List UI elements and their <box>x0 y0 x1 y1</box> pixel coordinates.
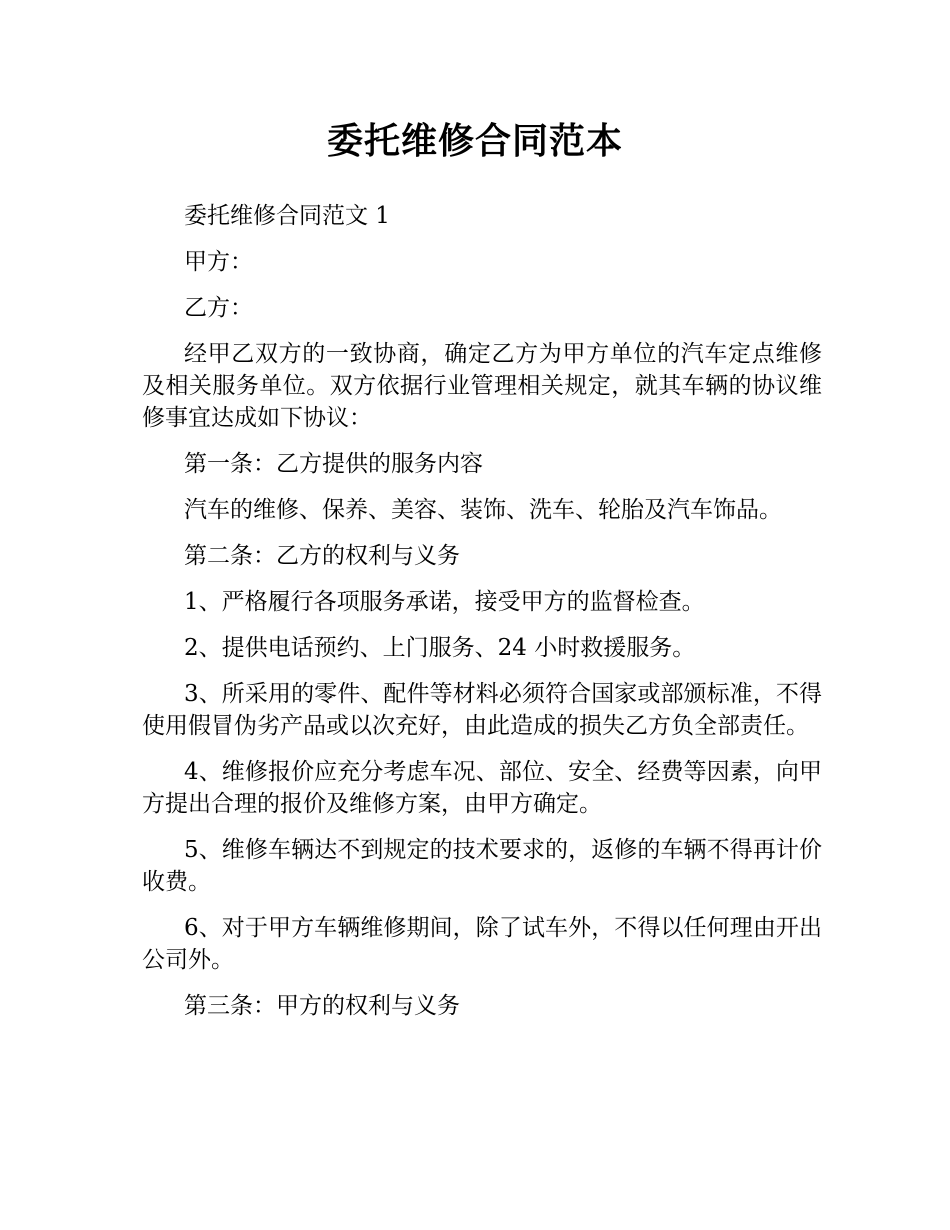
article-2-item-1: 1、严格履行各项服务承诺，接受甲方的监督检查。 <box>184 589 705 615</box>
article-1-heading: 第一条：乙方提供的服务内容 <box>184 451 483 477</box>
article-2-heading: 第二条：乙方的权利与义务 <box>184 543 460 569</box>
document-title: 委托维修合同范本 <box>326 121 623 162</box>
article-2-item-5: 5、维修车辆达不到规定的技术要求的，返修的车辆不得再计价收费。 <box>142 837 822 895</box>
document-body <box>142 200 822 1036</box>
article-2-item-2: 2、提供电话预约、上门服务、24 小时救援服务。 <box>184 635 696 661</box>
party-a-line: 甲方： <box>184 249 253 275</box>
article-1-content: 汽车的维修、保养、美容、装饰、洗车、轮胎及汽车饰品。 <box>184 497 782 523</box>
party-b-line: 乙方： <box>184 295 253 321</box>
article-2-item-4: 4、维修报价应充分考虑车况、部位、安全、经费等因素，向甲方提出合理的报价及维修方案，由甲方确定。 <box>142 759 822 817</box>
article-2-item-6: 6、对于甲方车辆维修期间，除了试车外，不得以任何理由开出公司外。 <box>142 915 822 973</box>
article-3-heading: 第三条：甲方的权利与义务 <box>184 993 460 1019</box>
preamble-paragraph: 经甲乙双方的一致协商，确定乙方为甲方单位的汽车定点维修及相关服务单位。双方依据行业管理相关规定，就其车辆的协议维修事宜达成如下协议： <box>142 341 822 431</box>
section-heading-sample-1: 委托维修合同范文 1 <box>184 203 390 229</box>
article-2-item-3: 3、所采用的零件、配件等材料必须符合国家或部颁标准，不得使用假冒伪劣产品或以次充好，由此造成的损失乙方负全部责任。 <box>142 681 822 739</box>
